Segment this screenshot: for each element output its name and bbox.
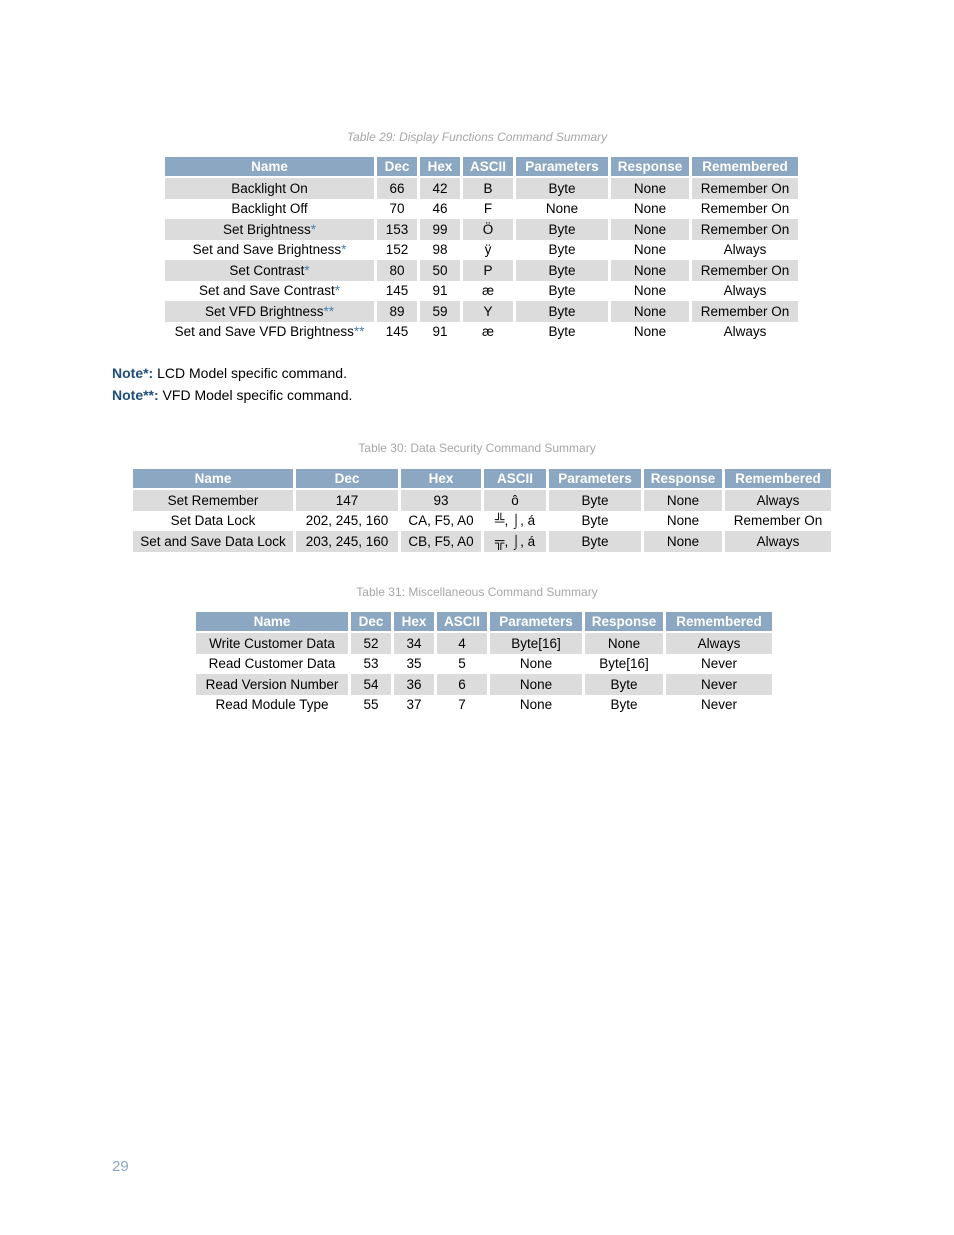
column-header: ASCII xyxy=(484,469,546,490)
note-label: Note**: xyxy=(112,387,159,403)
table31-caption: Table 31: Miscellaneous Command Summary xyxy=(356,585,598,599)
table-row xyxy=(196,633,772,654)
footnote-mark: * xyxy=(304,262,310,278)
cell-params: Byte[16] xyxy=(490,633,582,654)
cell-response: None xyxy=(611,178,689,199)
column-header: Parameters xyxy=(516,157,608,178)
cell-response: None xyxy=(644,531,722,552)
cell-remembered: Always xyxy=(666,633,772,654)
miscellaneous-table xyxy=(193,612,775,715)
column-header: Parameters xyxy=(549,469,641,490)
cell-response: None xyxy=(633,324,667,340)
cell-dec: 202, 245, 160 xyxy=(305,513,389,529)
cell-name: Write Customer Data xyxy=(196,633,348,654)
cell-params: Byte xyxy=(581,513,609,529)
cell-name xyxy=(165,260,374,281)
note-text: VFD Model specific command. xyxy=(158,387,353,403)
cell-ascii: æ xyxy=(481,324,494,340)
data-security-table xyxy=(130,469,834,552)
cell-params: None xyxy=(519,697,553,713)
cell-name: Set and Save Data Lock xyxy=(133,531,293,552)
cell-hex: 91 xyxy=(432,324,448,340)
cell-dec: 89 xyxy=(377,301,417,322)
cell-params: None xyxy=(490,674,582,695)
column-header: Remembered xyxy=(692,157,798,178)
column-header: Parameters xyxy=(490,612,582,633)
column-header: Hex xyxy=(401,469,481,490)
cell-ascii: ô xyxy=(484,490,546,511)
cell-remembered: Always xyxy=(723,324,767,340)
cell-ascii: P xyxy=(463,260,513,281)
table-row xyxy=(165,260,798,281)
cell-dec: 53 xyxy=(363,656,379,672)
column-header: Dec xyxy=(351,612,391,633)
cell-ascii: 6 xyxy=(437,674,487,695)
cell-name xyxy=(165,178,374,199)
cell-response: None xyxy=(666,513,700,529)
table-row xyxy=(133,490,831,511)
cell-params: Byte xyxy=(548,324,576,340)
cell-dec: 147 xyxy=(296,490,398,511)
command-name: Backlight Off xyxy=(231,201,308,217)
cell-hex: 42 xyxy=(420,178,460,199)
cell-ascii: ╩, ⌡, á xyxy=(494,513,536,529)
cell-dec: 52 xyxy=(351,633,391,654)
cell-hex: 46 xyxy=(432,201,448,217)
page-number: 29 xyxy=(112,1158,129,1175)
cell-remembered: Always xyxy=(725,531,831,552)
cell-name: Read Version Number xyxy=(196,674,348,695)
cell-ascii: ÿ xyxy=(484,242,492,258)
cell-ascii: æ xyxy=(481,283,494,299)
column-header: ASCII xyxy=(463,157,513,178)
note-vfd xyxy=(112,387,352,403)
column-header: Dec xyxy=(296,469,398,490)
cell-ascii: B xyxy=(463,178,513,199)
command-name: Set and Save VFD Brightness xyxy=(174,324,354,340)
table-row xyxy=(133,531,831,552)
cell-remembered: Always xyxy=(723,242,767,258)
cell-params: Byte xyxy=(549,531,641,552)
footnote-mark: * xyxy=(341,242,347,258)
cell-ascii: F xyxy=(483,201,493,217)
cell-remembered: Remember On xyxy=(692,178,798,199)
column-header: ASCII xyxy=(437,612,487,633)
cell-ascii: Y xyxy=(463,301,513,322)
cell-params: Byte xyxy=(516,260,608,281)
cell-remembered: Remember On xyxy=(700,201,790,217)
cell-response: Byte xyxy=(610,697,638,713)
cell-name xyxy=(165,199,374,220)
command-name: Set Contrast xyxy=(229,262,305,278)
column-header: Response xyxy=(611,157,689,178)
cell-remembered: Remember On xyxy=(733,513,823,529)
footnote-mark: * xyxy=(310,221,317,237)
cell-response: None xyxy=(611,260,689,281)
cell-response: None xyxy=(633,283,667,299)
display-functions-table xyxy=(162,157,801,342)
table29-caption: Table 29: Display Functions Command Summary xyxy=(346,130,608,144)
cell-params: Byte xyxy=(516,178,608,199)
table-row xyxy=(165,301,798,322)
table-row xyxy=(165,178,798,199)
cell-params: Byte xyxy=(516,219,608,240)
cell-dec: 152 xyxy=(385,242,409,258)
cell-hex: 98 xyxy=(432,242,448,258)
cell-hex: 93 xyxy=(401,490,481,511)
cell-hex: 91 xyxy=(432,283,448,299)
cell-name xyxy=(165,301,374,322)
cell-ascii: 5 xyxy=(458,656,466,672)
cell-response: None xyxy=(633,242,667,258)
table-row xyxy=(165,199,798,220)
cell-dec: 66 xyxy=(377,178,417,199)
cell-dec: 70 xyxy=(389,201,405,217)
cell-ascii: 7 xyxy=(458,697,466,713)
table-row xyxy=(165,281,798,302)
cell-params: None xyxy=(545,201,579,217)
cell-remembered: Always xyxy=(725,490,831,511)
command-name: Backlight On xyxy=(231,180,308,196)
column-header: Response xyxy=(644,469,722,490)
cell-params: Byte xyxy=(516,301,608,322)
cell-hex: CA, F5, A0 xyxy=(408,513,474,529)
command-name: Set Brightness xyxy=(222,221,311,237)
footnote-mark: ** xyxy=(323,303,335,319)
table-row xyxy=(165,322,798,343)
table-header-row xyxy=(196,612,772,633)
cell-params: Byte xyxy=(548,283,576,299)
cell-remembered: Never xyxy=(700,697,737,713)
cell-hex: 36 xyxy=(394,674,434,695)
cell-hex: 34 xyxy=(394,633,434,654)
cell-response: Byte xyxy=(585,674,663,695)
cell-dec: 80 xyxy=(377,260,417,281)
cell-response: None xyxy=(585,633,663,654)
note-text: LCD Model specific command. xyxy=(153,365,347,381)
table-row xyxy=(165,240,798,261)
table30-caption: Table 30: Data Security Command Summary xyxy=(358,441,596,455)
command-name: Set and Save Contrast xyxy=(198,283,335,299)
column-header: Hex xyxy=(420,157,460,178)
footnote-mark: ** xyxy=(353,324,365,340)
cell-name: Read Module Type xyxy=(215,697,329,713)
cell-name: Read Customer Data xyxy=(208,656,336,672)
cell-hex: 37 xyxy=(406,697,422,713)
cell-name: Set Remember xyxy=(133,490,293,511)
cell-response: None xyxy=(633,201,667,217)
column-header: Remembered xyxy=(725,469,831,490)
cell-ascii: Ö xyxy=(463,219,513,240)
cell-dec: 54 xyxy=(351,674,391,695)
cell-params: Byte xyxy=(549,490,641,511)
table-row xyxy=(133,511,831,532)
cell-name xyxy=(165,322,374,343)
cell-remembered: Remember On xyxy=(692,301,798,322)
cell-remembered: Remember On xyxy=(692,219,798,240)
cell-params: None xyxy=(519,656,553,672)
cell-name xyxy=(165,240,374,261)
cell-remembered: Remember On xyxy=(692,260,798,281)
table-header-row xyxy=(133,469,831,490)
cell-params: Byte xyxy=(548,242,576,258)
cell-dec: 153 xyxy=(377,219,417,240)
cell-response: None xyxy=(644,490,722,511)
cell-name xyxy=(165,219,374,240)
cell-ascii: ╦, ⌡, á xyxy=(484,531,546,552)
cell-hex: CB, F5, A0 xyxy=(401,531,481,552)
column-header: Hex xyxy=(394,612,434,633)
note-label: Note*: xyxy=(112,365,154,381)
cell-ascii: 4 xyxy=(437,633,487,654)
cell-dec: 203, 245, 160 xyxy=(296,531,398,552)
cell-response: None xyxy=(611,219,689,240)
cell-remembered: Always xyxy=(723,283,767,299)
command-name: Set VFD Brightness xyxy=(204,303,324,319)
command-name: Set and Save Brightness xyxy=(192,242,342,258)
table-row xyxy=(196,695,772,716)
cell-name: Set Data Lock xyxy=(170,513,256,529)
table-header-row xyxy=(165,157,798,178)
cell-hex: 50 xyxy=(420,260,460,281)
cell-remembered: Never xyxy=(700,656,737,672)
cell-dec: 55 xyxy=(363,697,379,713)
cell-name xyxy=(165,281,374,302)
cell-dec: 145 xyxy=(385,283,409,299)
cell-dec: 145 xyxy=(385,324,409,340)
cell-hex: 99 xyxy=(420,219,460,240)
column-header: Name xyxy=(133,469,293,490)
cell-hex: 59 xyxy=(420,301,460,322)
column-header: Response xyxy=(585,612,663,633)
table-row xyxy=(196,674,772,695)
column-header: Remembered xyxy=(666,612,772,633)
column-header: Dec xyxy=(377,157,417,178)
cell-response: None xyxy=(611,301,689,322)
cell-response: Byte[16] xyxy=(599,656,649,672)
note-lcd xyxy=(112,365,347,381)
table-row xyxy=(196,654,772,675)
column-header: Name xyxy=(165,157,374,178)
cell-remembered: Never xyxy=(666,674,772,695)
column-header: Name xyxy=(196,612,348,633)
cell-hex: 35 xyxy=(406,656,422,672)
footnote-mark: * xyxy=(334,283,341,299)
table-row xyxy=(165,219,798,240)
